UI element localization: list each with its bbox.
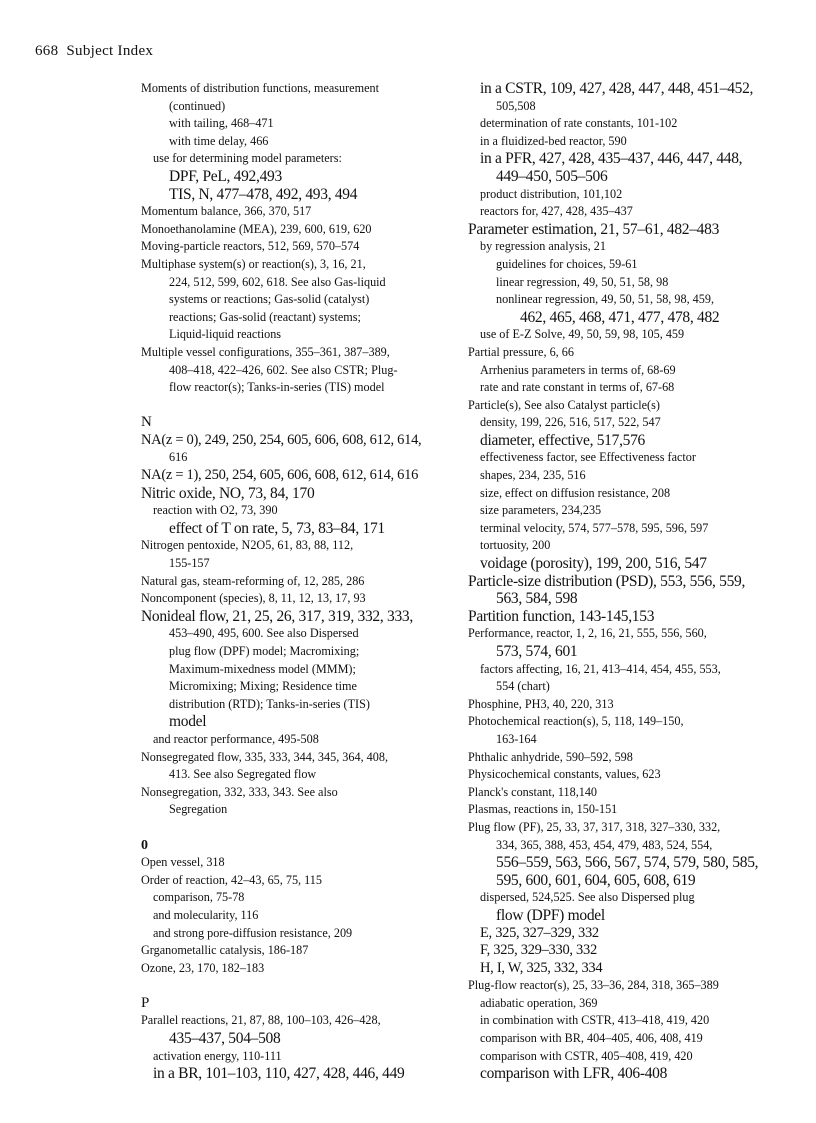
index-subentry: in a BR, 101–103, 110, 427, 428, 446, 449: [153, 1065, 405, 1083]
index-entry: Partial pressure, 6, 66: [468, 344, 574, 359]
index-subentry: DPF, PeL, 492,493: [169, 167, 282, 185]
index-subentry: in a PFR, 427, 428, 435–437, 446, 447, 448,: [480, 150, 743, 168]
index-subentry: Liquid-liquid reactions: [169, 327, 282, 342]
index-subentry: plug flow (DPF) model; Macromixing;: [169, 644, 360, 658]
index-entry: Moving-particle reactors, 512, 569, 570–574: [141, 239, 360, 254]
index-entry: Momentum balance, 366, 370, 517: [141, 204, 312, 219]
index-entry: Parallel reactions, 21, 87, 88, 100–103, 426–428,: [141, 1013, 381, 1028]
index-subentry: comparison with LFR, 406-408: [480, 1065, 668, 1083]
index-subentry: in a CSTR, 109, 427, 428, 447, 448, 451–452,: [480, 80, 754, 97]
index-entry: NA(z = 0), 249, 250, 254, 605, 606, 608, 612, 614,: [141, 431, 422, 448]
index-entry: Partition function, 143-145,153: [468, 607, 655, 625]
index-subentry: distribution (RTD); Tanks-in-series (TIS): [169, 696, 370, 711]
index-subentry: 462, 465, 468, 471, 477, 478, 482: [520, 308, 720, 326]
index-entry: Nonsegregation, 332, 333, 343. See also: [141, 784, 338, 799]
index-entry: Nitrogen pentoxide, N2O5, 61, 83, 88, 112,: [141, 538, 354, 553]
index-entry: Natural gas, steam-reforming of, 12, 285, 286: [141, 573, 365, 588]
index-subentry: model: [169, 713, 207, 731]
index-subentry: systems or reactions; Gas-solid (catalyst): [169, 292, 370, 307]
index-subentry: Segregation: [169, 802, 228, 817]
index-entry: Open vessel, 318: [141, 855, 225, 870]
index-subentry: and reactor performance, 495-508: [153, 731, 319, 746]
index-subentry: size, effect on diffusion resistance, 208: [480, 485, 671, 500]
index-subentry: nonlinear regression, 49, 50, 51, 58, 98, 459,: [496, 292, 714, 307]
index-subentry: 413. See also Segregated flow: [169, 767, 317, 782]
index-entry: Planck's constant, 118,140: [468, 784, 598, 799]
index-entry: Nonsegregated flow, 335, 333, 344, 345, 364, 408,: [141, 749, 388, 764]
index-subentry: 595, 600, 601, 604, 605, 608, 619: [496, 871, 696, 889]
index-subentry: 408–418, 422–426, 602. See also CSTR; Plug-: [169, 362, 398, 377]
index-entry: Particle-size distribution (PSD), 553, 556, 559,: [468, 572, 746, 590]
index-entry: Multiphase system(s) or reaction(s), 3, 16, 21,: [141, 256, 366, 271]
index-subentry: 573, 574, 601: [496, 643, 578, 660]
index-entry: Photochemical reaction(s), 5, 118, 149–150,: [468, 714, 684, 729]
index-entry: Phosphine, PH3, 40, 220, 313: [468, 696, 614, 711]
index-subentry: 435–437, 504–508: [169, 1030, 281, 1048]
index-subentry: in a fluidized-bed reactor, 590: [480, 133, 627, 148]
index-subentry: (continued): [169, 98, 226, 113]
index-entry: Particle(s), See also Catalyst particle(s): [468, 397, 660, 412]
index-entry: Physicochemical constants, values, 623: [468, 767, 661, 782]
index-subentry: Arrhenius parameters in terms of, 68-69: [480, 362, 676, 377]
index-subentry: 453–490, 495, 600. See also Dispersed: [169, 626, 359, 641]
index-section-letter: N: [141, 414, 152, 431]
index-subentry: dispersed, 524,525. See also Dispersed plug: [480, 890, 695, 905]
index-subentry: reaction with O2, 73, 390: [153, 503, 278, 518]
index-entry: Grganometallic catalysis, 186-187: [141, 943, 309, 958]
index-subentry: with tailing, 468–471: [169, 116, 274, 131]
index-subentry: terminal velocity, 574, 577–578, 595, 596, 597: [480, 520, 709, 535]
index-section-letter: 0: [141, 837, 148, 853]
index-entry: Multiple vessel configurations, 355–361, 387–389,: [141, 344, 390, 359]
index-entry: NA(z = 1), 250, 254, 605, 606, 608, 612, 614, 616: [141, 467, 419, 484]
index-subentry: 224, 512, 599, 602, 618. See also Gas-liquid: [169, 274, 386, 289]
index-subentry: and molecularity, 116: [153, 907, 259, 922]
index-entry: Nitric oxide, NO, 73, 84, 170: [141, 484, 315, 502]
index-subentry: Micromixing; Mixing; Residence time: [169, 679, 357, 694]
page-header: [35, 43, 161, 60]
index-entry: Nonideal flow, 21, 25, 26, 317, 319, 332, 333,: [141, 607, 413, 625]
index-subentry: comparison, 75-78: [153, 890, 245, 905]
index-subentry: shapes, 234, 235, 516: [480, 468, 586, 483]
index-spacer: [141, 819, 441, 837]
index-entry: Order of reaction, 42–43, 65, 75, 115: [141, 872, 322, 887]
index-subentry: activation energy, 110-111: [153, 1048, 282, 1063]
index-column-left: [141, 80, 441, 1083]
index-subentry: 505,508: [496, 98, 536, 113]
index-subentry: with time delay, 466: [169, 133, 269, 148]
index-subentry: comparison with CSTR, 405–408, 419, 420: [480, 1048, 693, 1063]
index-subentry: voidage (porosity), 199, 200, 516, 547: [480, 555, 707, 573]
index-subentry: flow (DPF) model: [496, 906, 605, 924]
index-subentry: by regression analysis, 21: [480, 239, 606, 254]
index-subentry: H, I, W, 325, 332, 334: [480, 959, 603, 976]
index-subentry: determination of rate constants, 101-102: [480, 116, 678, 131]
index-subentry: F, 325, 329–330, 332: [480, 942, 597, 959]
index-subentry: E, 325, 327–329, 332: [480, 924, 599, 941]
index-column-right: [468, 80, 768, 1083]
index-subentry: product distribution, 101,102: [480, 186, 623, 201]
index-subentry: 556–559, 563, 566, 567, 574, 579, 580, 585,: [496, 854, 759, 872]
page-number: 668: [35, 43, 59, 59]
index-subentry: reactors for, 427, 428, 435–437: [480, 204, 633, 219]
index-subentry: 554 (chart): [496, 679, 550, 694]
index-entry: Plug flow (PF), 25, 33, 37, 317, 318, 327–330, 332,: [468, 819, 721, 834]
index-subentry: flow reactor(s); Tanks-in-series (TIS) model: [169, 380, 385, 395]
index-entry: Plug-flow reactor(s), 25, 33–36, 284, 318, 365–389: [468, 978, 719, 993]
index-subentry: 155-157: [169, 556, 210, 571]
index-subentry: 449–450, 505–506: [496, 167, 608, 185]
index-subentry: in combination with CSTR, 413–418, 419, 420: [480, 1013, 710, 1028]
index-subentry: 616: [169, 450, 188, 465]
index-subentry: 563, 584, 598: [496, 590, 578, 608]
index-subentry: use for determining model parameters:: [153, 151, 342, 166]
index-subentry: guidelines for choices, 59-61: [496, 256, 638, 271]
index-subentry: effect of T on rate, 5, 73, 83–84, 171: [169, 519, 385, 537]
page-header-title: Subject Index: [66, 43, 154, 59]
index-subentry: tortuosity, 200: [480, 538, 551, 553]
index-subentry: reactions; Gas-solid (reactant) systems;: [169, 309, 361, 324]
index-subentry: density, 199, 226, 516, 517, 522, 547: [480, 415, 661, 430]
index-subentry: use of E-Z Solve, 49, 50, 59, 98, 105, 459: [480, 327, 685, 342]
index-entry: Performance, reactor, 1, 2, 16, 21, 555, 556, 560,: [468, 626, 707, 641]
index-subentry: Maximum-mixedness model (MMM);: [169, 661, 356, 676]
index-entry: Moments of distribution functions, measurement: [141, 81, 379, 95]
index-subentry: effectiveness factor, see Effectiveness factor: [480, 450, 696, 465]
index-subentry: and strong pore-diffusion resistance, 209: [153, 925, 353, 940]
index-subentry: diameter, effective, 517,576: [480, 431, 645, 449]
index-subentry: TIS, N, 477–478, 492, 493, 494: [169, 185, 358, 203]
index-subentry: 334, 365, 388, 453, 454, 479, 483, 524, 554,: [496, 837, 713, 852]
index-entry: Monoethanolamine (MEA), 239, 600, 619, 620: [141, 221, 372, 236]
index-subentry: comparison with BR, 404–405, 406, 408, 419: [480, 1031, 703, 1046]
index-section-letter: P: [141, 994, 150, 1011]
index-entry: Noncomponent (species), 8, 11, 12, 13, 17, 93: [141, 591, 366, 606]
index-subentry: rate and rate constant in terms of, 67-68: [480, 380, 675, 395]
index-entry: Phthalic anhydride, 590–592, 598: [468, 749, 633, 764]
index-subentry: adiabatic operation, 369: [480, 995, 598, 1010]
index-subentry: linear regression, 49, 50, 51, 58, 98: [496, 274, 669, 289]
index-entry: Plasmas, reactions in, 150-151: [468, 802, 618, 817]
index-subentry: factors affecting, 16, 21, 413–414, 454, 455, 553,: [480, 661, 721, 676]
index-entry: Ozone, 23, 170, 182–183: [141, 960, 265, 975]
index-entry: Parameter estimation, 21, 57–61, 482–483: [468, 220, 720, 238]
index-spacer: [141, 977, 441, 995]
index-subentry: 163-164: [496, 731, 537, 746]
index-subentry: size parameters, 234,235: [480, 503, 602, 518]
index-spacer: [141, 397, 441, 415]
